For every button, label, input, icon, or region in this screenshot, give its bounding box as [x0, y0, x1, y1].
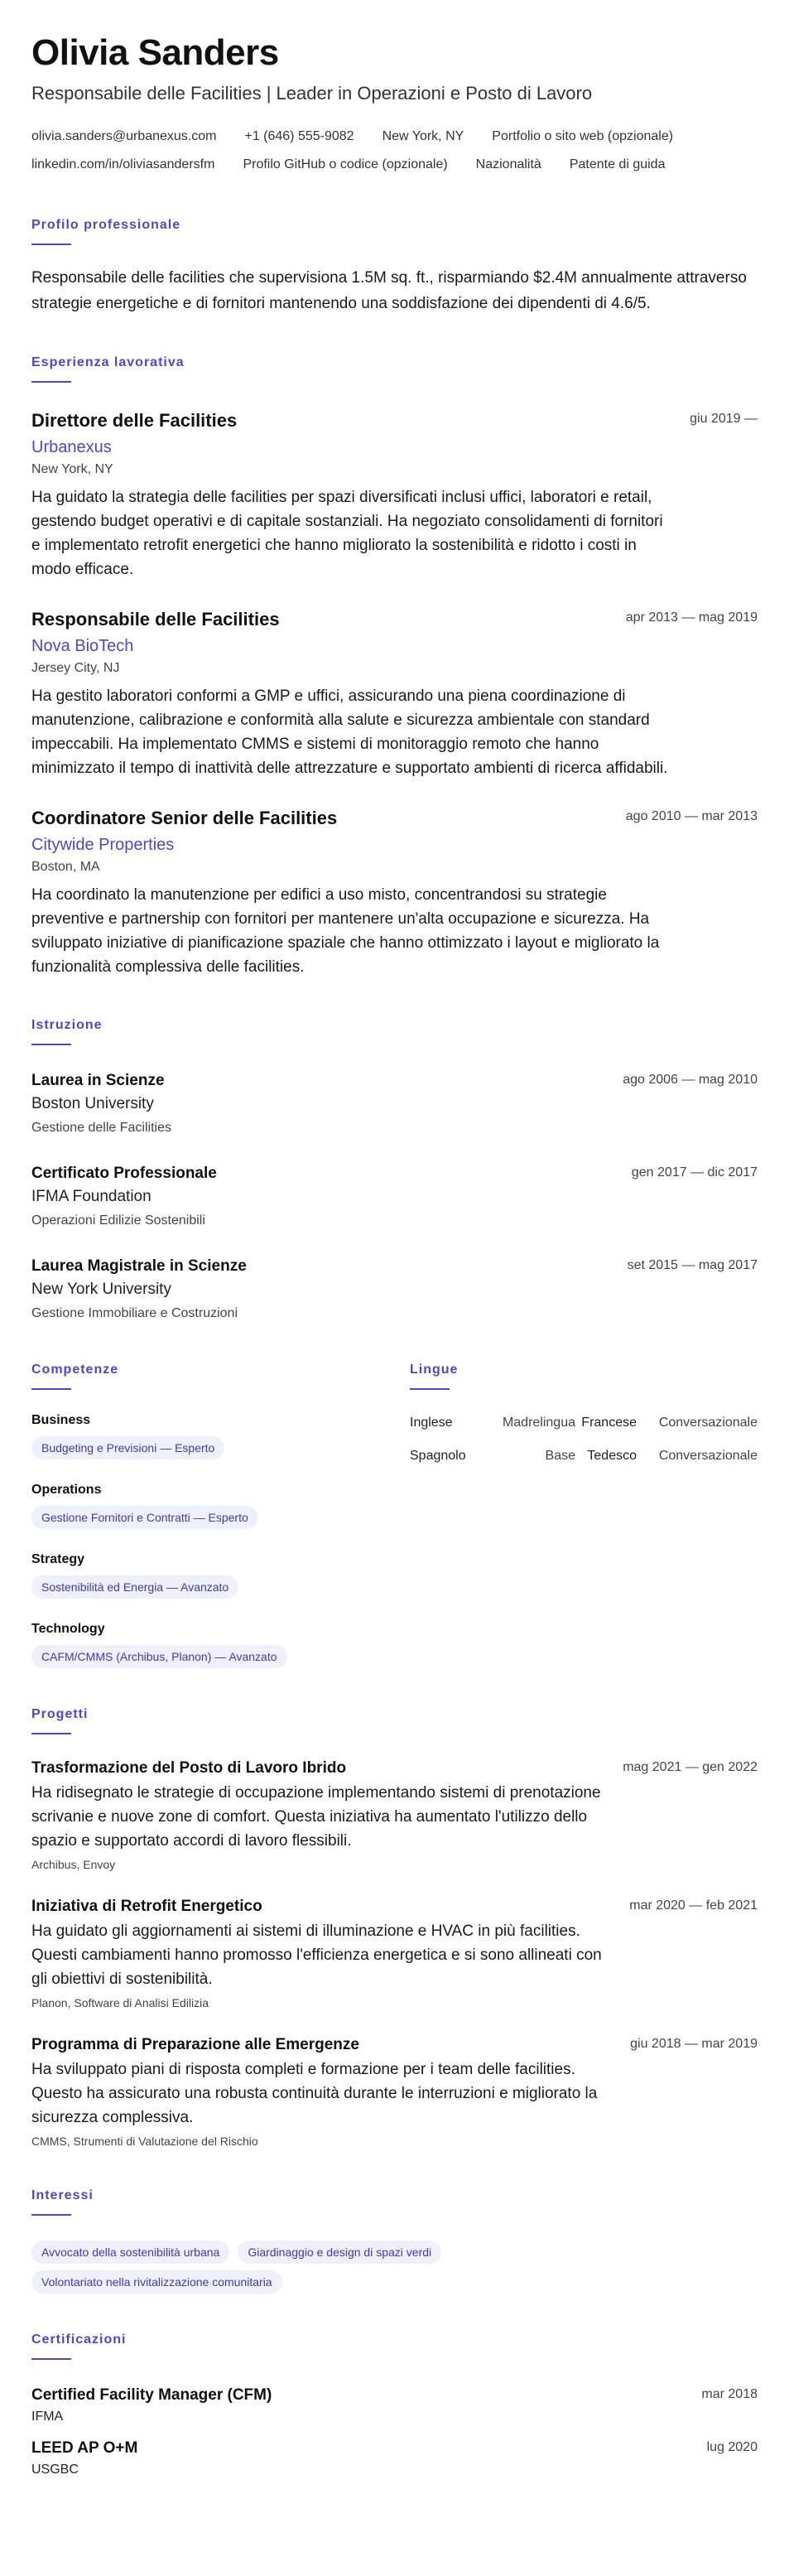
- summary-text: Responsabile delle facilities che supervisiona 1.5M sq. ft., risparmiando $2.4M annualmente attraverso strategie energetiche e di fornitori mantenendo una soddisfazione dei dipendenti di 4.6/5.: [31, 269, 747, 312]
- language-name: Francese: [581, 1416, 637, 1430]
- skill-category: Strategy: [31, 1552, 85, 1566]
- project-date: giu 2018 — mar 2019: [630, 2037, 758, 2051]
- section-title: Progetti: [31, 1707, 89, 1721]
- project-title: Programma di Preparazione alle Emergenze: [31, 2036, 359, 2053]
- section-divider: [31, 244, 71, 245]
- language-list: [410, 1413, 758, 1466]
- job-description: Ha gestito laboratori conformi a GMP e uffici, assicurando una piena coordinazione di manutenzione, calibrazione e conformità alla salute e sicurezza ambientale con standard impeccabili. Ha implementato CMMS e sistemi di monitoraggio remoto che hanno minimizzato il tempo di inattività delle attrezzature e supportato ambienti di ricerca affidabili.: [31, 687, 668, 777]
- project-title: Trasformazione del Posto di Lavoro Ibrido: [31, 1759, 347, 1777]
- section-divider: [31, 381, 71, 383]
- section-title: Competenze: [31, 1363, 119, 1377]
- languages-section: [410, 1362, 758, 1668]
- contact-portfolio[interactable]: Portfolio o sito web (opzionale): [492, 129, 674, 143]
- education-date: gen 2017 — dic 2017: [631, 1165, 758, 1179]
- skill-chip: Budgeting e Previsioni — Esperto: [31, 1436, 224, 1459]
- interest-chip: Avvocato della sostenibilità urbana: [31, 2241, 229, 2264]
- skill-chip: Gestione Fornitori e Contratti — Esperto: [31, 1506, 258, 1529]
- interests-section: [31, 2188, 758, 2294]
- skill-category: Technology: [31, 1622, 105, 1636]
- education-entry: [31, 1070, 758, 1138]
- resume-header: [31, 31, 758, 179]
- certification-date: lug 2020: [706, 2440, 758, 2454]
- projects-section: [31, 1706, 758, 2149]
- language-name: Spagnolo: [410, 1449, 466, 1463]
- project-description: Ha sviluppato piani di risposta completi e formazione per i team delle facilities. Questo ha assicurato una robusta continuità durante le interruzioni e migliorato la sicurezza complessiva.: [31, 2061, 598, 2126]
- certification-issuer: USGBC: [31, 2463, 79, 2477]
- language-level: Conversazionale: [658, 1416, 758, 1430]
- language-name: Inglese: [410, 1416, 453, 1430]
- certification-name: Certified Facility Manager (CFM): [31, 2386, 272, 2404]
- project-date: mar 2020 — feb 2021: [629, 1898, 758, 1913]
- contact-github[interactable]: Profilo GitHub o codice (opzionale): [243, 157, 448, 171]
- section-divider: [410, 1388, 450, 1390]
- language-level: Base: [545, 1449, 575, 1463]
- language-name: Tedesco: [587, 1449, 637, 1463]
- job-company: Nova BioTech: [31, 637, 134, 655]
- education-field: Gestione Immobiliare e Costruzioni: [31, 1306, 238, 1320]
- job-company: Urbanexus: [31, 438, 112, 456]
- interest-chip: Giardinaggio e design di spazi verdi: [238, 2241, 441, 2264]
- skill-category: Business: [31, 1413, 91, 1427]
- job-date: giu 2019 —: [690, 412, 758, 426]
- job-date: ago 2010 — mar 2013: [625, 809, 758, 823]
- interest-list: [31, 2234, 758, 2294]
- job-location: New York, NY: [31, 462, 113, 476]
- project-entry: [31, 1896, 758, 2011]
- skill-chip: CAFM/CMMS (Archibus, Planon) — Avanzato: [31, 1645, 287, 1668]
- certification-entry: [31, 2385, 758, 2426]
- project-tools: Planon, Software di Analisi Edilizia: [31, 1996, 209, 2009]
- education-field: Operazioni Edilizie Sostenibili: [31, 1213, 205, 1228]
- job-entry: [31, 807, 758, 979]
- section-title: Profilo professionale: [31, 218, 181, 232]
- education-school: Boston University: [31, 1095, 154, 1112]
- project-tools: Archibus, Envoy: [31, 1858, 116, 1871]
- contact-phone[interactable]: +1 (646) 555-9082: [244, 129, 354, 143]
- language-level: Conversazionale: [658, 1449, 758, 1463]
- skill-category: Operations: [31, 1483, 102, 1497]
- candidate-headline: Responsabile delle Facilities | Leader in Operazioni e Posto di Lavoro: [31, 83, 593, 104]
- job-entry: [31, 608, 758, 780]
- contact-location: New York, NY: [382, 129, 464, 143]
- summary-section: [31, 217, 758, 316]
- education-degree: Certificato Professionale: [31, 1165, 217, 1182]
- education-entry: [31, 1163, 758, 1231]
- section-divider: [31, 2214, 71, 2216]
- skills-section: [31, 1362, 410, 1668]
- contact-list: [31, 123, 760, 179]
- job-location: Boston, MA: [31, 860, 100, 874]
- section-title: Interessi: [31, 2188, 94, 2202]
- section-divider: [31, 1044, 71, 1045]
- education-degree: Laurea Magistrale in Scienze: [31, 1257, 247, 1275]
- job-location: Jersey City, NJ: [31, 661, 120, 675]
- certification-issuer: IFMA: [31, 2410, 64, 2424]
- project-entry: [31, 2034, 758, 2149]
- section-divider: [31, 1388, 71, 1390]
- project-tools: CMMS, Strumenti di Valutazione del Rischio: [31, 2135, 258, 2148]
- education-school: New York University: [31, 1281, 171, 1298]
- certification-name: LEED AP O+M: [31, 2439, 138, 2457]
- job-description: Ha coordinato la manutenzione per edifici a uso misto, concentrandosi su strategie preventive e partnership con fornitori per mantenere un'alta occupazione e sicurezza. Ha sviluppato iniziative di pianificazione spaziale che hanno ottimizzato i layout e migliorato la funzionalità complessiva delle facilities.: [31, 886, 660, 976]
- candidate-name: Olivia Sanders: [31, 32, 279, 73]
- project-description: Ha guidato gli aggiornamenti ai sistemi di illuminazione e HVAC in più facilities. Questi cambiamenti hanno promosso l'efficienza energetica e si sono allineati con gli obiettivi di sostenibilità.: [31, 1922, 602, 1988]
- contact-linkedin[interactable]: linkedin.com/in/oliviasandersfm: [31, 157, 215, 171]
- certification-date: mar 2018: [701, 2387, 758, 2401]
- interest-chip: Volontariato nella rivitalizzazione comunitaria: [31, 2270, 282, 2294]
- project-title: Iniziativa di Retrofit Energetico: [31, 1898, 262, 1915]
- contact-nationality: Nazionalità: [475, 157, 541, 171]
- project-entry: [31, 1758, 758, 1873]
- education-entry: [31, 1256, 758, 1324]
- project-date: mag 2021 — gen 2022: [623, 1760, 758, 1774]
- education-school: IFMA Foundation: [31, 1188, 152, 1205]
- education-section: [31, 1017, 758, 1324]
- experience-section: [31, 355, 758, 979]
- job-date: apr 2013 — mag 2019: [625, 610, 758, 625]
- education-degree: Laurea in Scienze: [31, 1072, 165, 1089]
- job-title: Responsabile delle Facilities: [31, 609, 280, 630]
- job-description: Ha guidato la strategia delle facilities per spazi diversificati inclusi uffici, laboratori e retail, gestendo budget operativi e di capitale sostanziali. Ha negoziato consolidamenti di fornitori e implementato retrofit energetici che hanno migliorato la sostenibilità e ridotto i costi in modo efficace.: [31, 489, 663, 578]
- skills-languages-row: [31, 1362, 758, 1668]
- contact-driving-license: Patente di guida: [569, 157, 666, 171]
- language-level: Madrelingua: [502, 1416, 575, 1430]
- skill-chip: Sostenibilità ed Energia — Avanzato: [31, 1575, 238, 1599]
- section-title: Lingue: [410, 1363, 459, 1377]
- job-title: Coordinatore Senior delle Facilities: [31, 808, 338, 828]
- certifications-section: [31, 2332, 758, 2479]
- job-title: Direttore delle Facilities: [31, 410, 238, 431]
- job-company: Citywide Properties: [31, 836, 175, 854]
- education-date: set 2015 — mag 2017: [627, 1258, 758, 1272]
- project-description: Ha ridisegnato le strategie di occupazione implementando sistemi di prenotazione scrivanie e nuove zone di comfort. Questa iniziativa ha aumentato l'utilizzo dello spazio e supportato accordi di lavoro flessibili.: [31, 1784, 601, 1850]
- section-title: Istruzione: [31, 1018, 103, 1032]
- section-divider: [31, 2358, 71, 2360]
- contact-email[interactable]: olivia.sanders@urbanexus.com: [31, 129, 217, 143]
- section-title: Certificazioni: [31, 2332, 127, 2347]
- job-entry: [31, 409, 758, 581]
- education-field: Gestione delle Facilities: [31, 1121, 171, 1135]
- section-title: Esperienza lavorativa: [31, 355, 185, 369]
- section-divider: [31, 1733, 71, 1734]
- certification-entry: [31, 2438, 758, 2479]
- education-date: ago 2006 — mag 2010: [623, 1073, 758, 1087]
